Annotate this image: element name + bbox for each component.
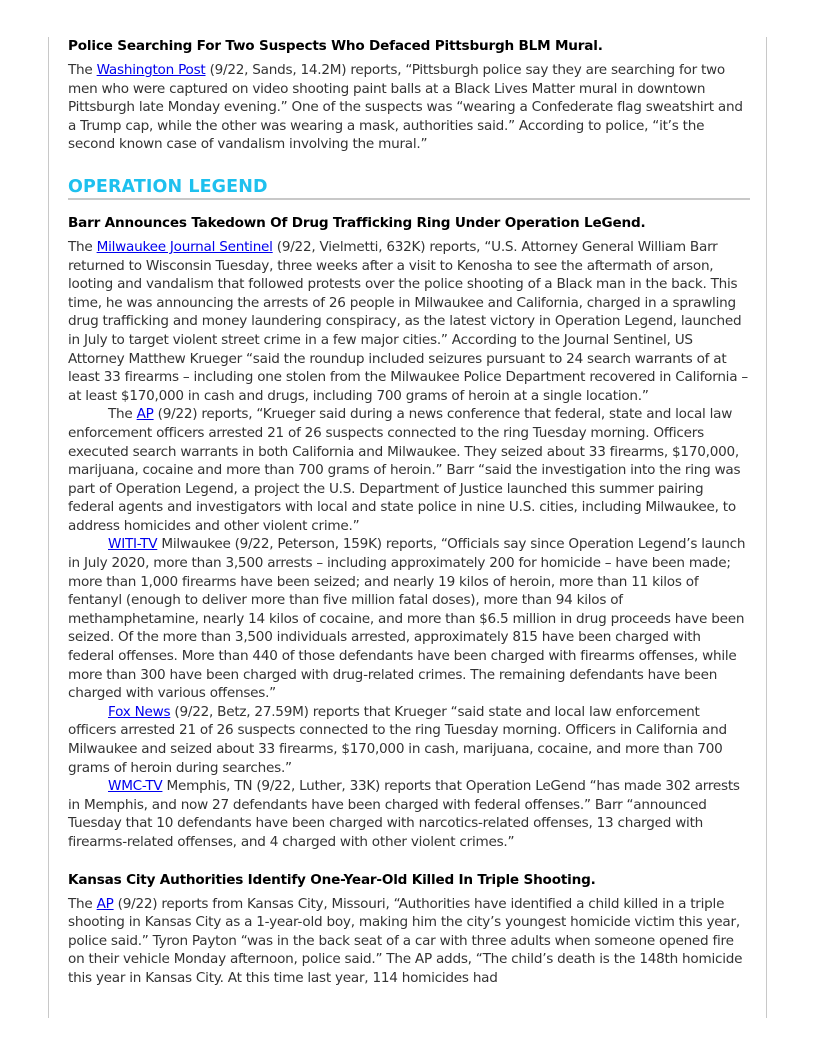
paragraph-prefix: The — [68, 238, 97, 255]
source-link-wmc-tv[interactable]: WMC-TV — [108, 778, 163, 795]
paragraph-prefix: The — [108, 406, 137, 423]
story-paragraph — [68, 238, 750, 405]
paragraph-text: Memphis, TN (9/22, Luther, 33K) reports that Operation LeGend “has made 302 arrests in Memphis, and now 27 defendants have been charged with federal offenses.” Barr “announced Tuesday that 10 defendants have been charged with narcotics-related offenses, 13 charged with firearms-related offenses, and 4 charged with other violent crimes.” — [68, 778, 740, 850]
story-paragraph — [68, 405, 750, 535]
source-link-milwaukee-journal-sentinel[interactable]: Milwaukee Journal Sentinel — [96, 238, 273, 255]
document-body — [68, 37, 750, 988]
source-link-washington-post[interactable]: Washington Post — [96, 62, 206, 78]
section-title-operation-legend: OPERATION LEGEND — [68, 176, 750, 200]
story-barr-takedown — [68, 214, 750, 852]
story-paragraph — [68, 703, 750, 777]
story-paragraph — [68, 535, 750, 702]
source-link-ap[interactable]: AP — [96, 895, 114, 912]
story-headline: Kansas City Authorities Identify One-Year-Old Killed In Triple Shooting. — [68, 871, 596, 888]
story-paragraph — [68, 777, 750, 851]
paragraph-text: (9/22, Vielmetti, 632K) reports, “U.S. Attorney General William Barr returned to Wisconsin Tuesday, three weeks after a visit to Kenosha to see the aftermath of arson, looting and vandalism that followed protests over the police shooting of a Black man in the back. This time, he was announcing the arrests of 26 people in Milwaukee and California, charged in a sprawling drug trafficking and money laundering conspiracy, as the latest victory in Operation Legend, launched in July to target violent street crime in a few major cities.” According to the Journal Sentinel, US Attorney Matthew Krueger “said the roundup included seizures pursuant to 24 search warrants of at least 33 firearms – including one stolen from the Milwaukee Police Department recovered in California – at least $170,000 in cash and drugs, including 700 grams of heroin at a single location.” — [68, 238, 748, 404]
spacer — [68, 200, 750, 214]
source-link-ap[interactable]: AP — [136, 406, 154, 423]
paragraph-prefix: The — [68, 895, 97, 912]
story-headline: Police Searching For Two Suspects Who Defaced Pittsburgh BLM Mural. — [68, 38, 603, 54]
paragraph-text: (9/22, Sands, 14.2M) reports, “Pittsburgh police say they are searching for two men who were captured on video shooting paint balls at a Black Lives Matter mural in downtown Pittsburgh late Monday evening.” One of the suspects was “wearing a Confederate flag sweatshirt and a Trump cap, while the other was wearing a mask, authorities said.” According to police, “it’s the second known case of vandalism involving the mural.” — [68, 62, 743, 153]
story-paragraph — [68, 61, 750, 154]
paragraph-text: (9/22, Betz, 27.59M) reports that Krueger “said state and local law enforcement officers arrested 21 of 26 suspects connected to the ring Tuesday morning. Officers in California and Milwaukee and seized about 33 firearms, $170,000 in cash, marijuana, cocaine, and more than 700 grams of heroin during searches.” — [68, 703, 727, 776]
story-headline: Barr Announces Takedown Of Drug Trafficking Ring Under Operation LeGend. — [68, 214, 646, 231]
paragraph-text: (9/22) reports from Kansas City, Missouri, “Authorities have identified a child killed in a triple shooting in Kansas City as a 1-year-old boy, making him the city’s youngest homicide victim this year, police said.” Tyron Payton “was in the back seat of a car with three adults when someone opened fire on their vehicle Monday afternoon, police said.” The AP adds, “The child’s death is the 148th homicide this year in Kansas City. At this time last year, 114 homicides had — [68, 895, 743, 986]
story-pittsburgh-mural — [68, 37, 750, 154]
source-link-witi-tv[interactable]: WITI-TV — [108, 536, 158, 553]
story-kansas-city-shooting — [68, 871, 750, 988]
story-paragraph — [68, 895, 750, 988]
source-link-fox-news[interactable]: Fox News — [108, 703, 171, 720]
paragraph-prefix: The — [68, 62, 97, 78]
paragraph-text: Milwaukee (9/22, Peterson, 159K) reports, “Officials say since Operation Legend’s launch in July 2020, more than 3,500 arrests – including approximately 200 for homicide – have been made; more than 1,000 firearms have been seized; and nearly 19 kilos of heroin, more than 11 kilos of fentanyl (enough to deliver more than five million fatal doses), more than 94 kilos of methamphetamine, nearly 14 kilos of cocaine, and more than $6.5 million in drug proceeds have been seized. Of the more than 3,500 individuals arrested, approximately 815 have been charged with federal offenses. More than 440 of those defendants have been charged with firearms offenses, while more than 300 have been charged with drug-related crimes. The remaining defendants have been charged with various offenses.” — [68, 536, 746, 702]
spacer — [68, 852, 750, 871]
paragraph-text: (9/22) reports, “Krueger said during a news conference that federal, state and local law enforcement officers arrested 21 of 26 suspects connected to the ring Tuesday morning. Officers executed search warrants in both California and Milwaukee. They seized about 33 firearms, $170,000, marijuana, cocaine and more than 700 grams of heroin.” Barr “said the investigation into the ring was part of Operation Legend, a project the U.S. Department of Justice launched this summer pairing federal agents and investigators with local and state police in nine U.S. cities, including Milwaukee, to address homicides and other violent crime.” — [68, 406, 741, 534]
